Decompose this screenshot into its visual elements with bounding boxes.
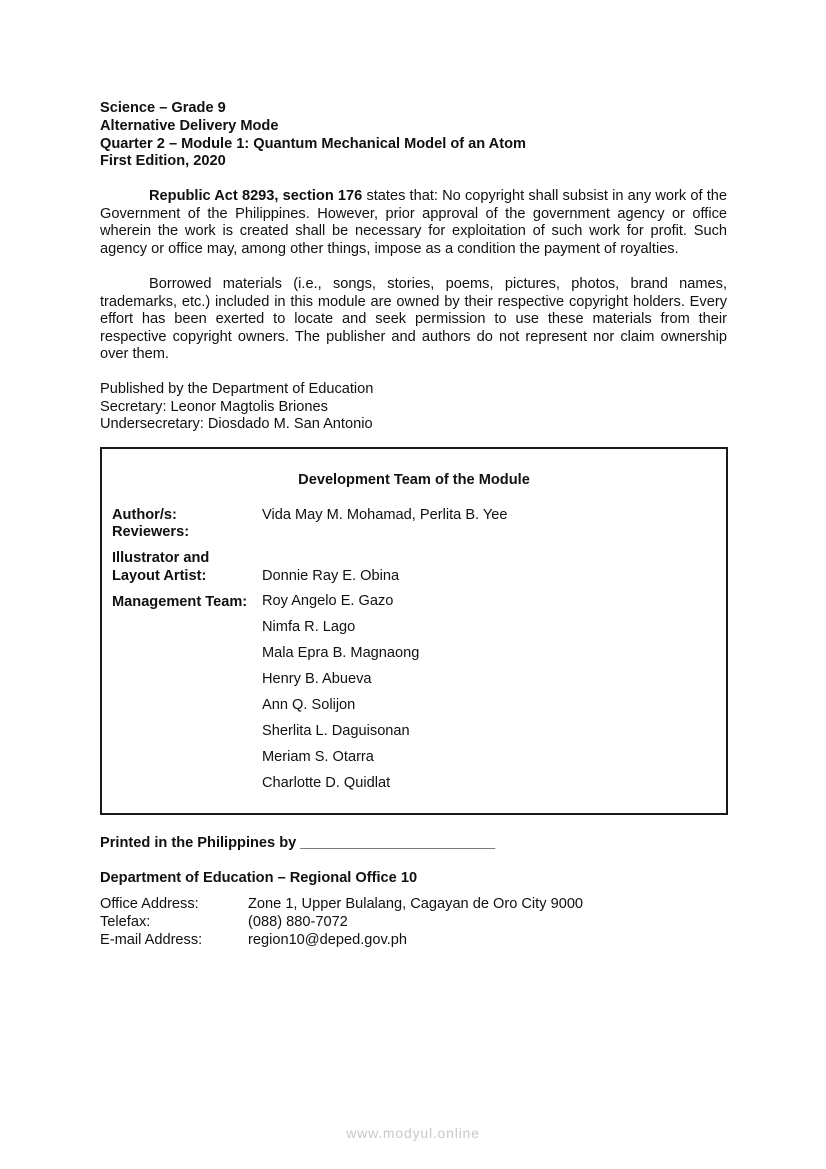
management-member: Charlotte D. Quidlat [262, 775, 391, 791]
telefax-label: Telefax: [100, 913, 151, 930]
header-edition: First Edition, 2020 [100, 153, 226, 170]
undersecretary-line: Undersecretary: Diosdado M. San Antonio [100, 416, 373, 433]
management-list [262, 593, 419, 801]
management-member: Mala Epra B. Magnaong [262, 645, 420, 661]
secretary-line: Secretary: Leonor Magtolis Briones [100, 398, 328, 415]
team-title: Development Team of the Module [298, 472, 530, 488]
header-module-title: Quarter 2 – Module 1: Quantum Mechanical Model of an Atom [100, 135, 526, 152]
management-member: Nimfa R. Lago [262, 619, 356, 635]
management-member: Ann Q. Solijon [262, 697, 356, 713]
authors-value: Vida May M. Mohamad, Perlita B. Yee [262, 507, 508, 523]
copyright-law-reference: Republic Act 8293, section 176 [149, 188, 363, 204]
header-mode: Alternative Delivery Mode [100, 117, 279, 134]
publisher-line: Published by the Department of Education [100, 381, 374, 397]
printed-by-line: Printed in the Philippines by ________________________ [100, 835, 496, 851]
illustrator-label-line1: Illustrator and [112, 550, 210, 566]
email-label: E-mail Address: [100, 931, 203, 948]
borrowed-text: Borrowed materials (i.e., songs, stories, poems, pictures, photos, brand names, trademarks, etc.) included in this module are owned by their respective copyright holders. Every effort has been exerted to locate and seek permission to use these materials from their respective copyright owners. The publisher and authors do not represent nor claim ownership over them. [100, 276, 727, 363]
authors-label: Author/s: [112, 507, 177, 523]
email-value[interactable]: region10@deped.gov.ph [248, 931, 407, 948]
management-member: Roy Angelo E. Gazo [262, 593, 394, 609]
management-member: Henry B. Abueva [262, 671, 372, 687]
management-member: Meriam S. Otarra [262, 749, 374, 765]
copyright-paragraph [100, 188, 727, 258]
copyright-text: states that: No copyright shall subsist in any work of the Government of the Philippines. However, prior approval of the government agency or office wherein the work is created shall be necessary for exploitation of such work for profit. Such agency or office may, among other things, impose as a condition the payment of royalties. [100, 188, 727, 257]
module-header [100, 100, 526, 171]
development-team-box [100, 447, 728, 815]
regional-office-title: Department of Education – Regional Office 10 [100, 870, 418, 886]
management-label: Management Team: [112, 594, 248, 610]
telefax-value: (088) 880-7072 [248, 913, 348, 930]
borrowed-materials-paragraph [100, 276, 727, 364]
header-subject: Science – Grade 9 [100, 100, 226, 116]
illustrator-label-line2: Layout Artist: [112, 568, 207, 584]
management-member: Sherlita L. Daguisonan [262, 723, 410, 739]
watermark: www.modyul.online [346, 1125, 480, 1141]
publisher-block [100, 381, 373, 434]
office-address-label: Office Address: [100, 896, 199, 912]
illustrator-value: Donnie Ray E. Obina [262, 568, 400, 584]
reviewers-label: Reviewers: [112, 524, 190, 540]
office-address-value: Zone 1, Upper Bulalang, Cagayan de Oro City 9000 [248, 896, 584, 912]
